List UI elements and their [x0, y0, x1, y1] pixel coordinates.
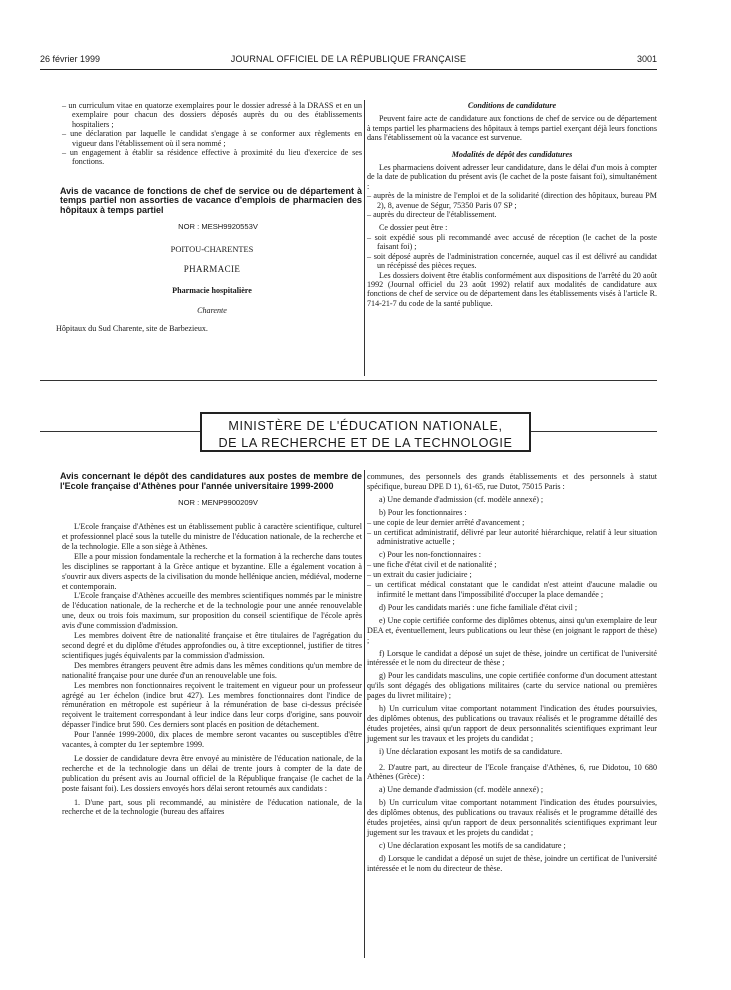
header-date: 26 février 1999 — [40, 54, 101, 64]
nor-reference: NOR : MENP9900209V — [178, 498, 258, 508]
paragraph: 1. D'une part, sous pli recommandé, au ministère de l'éducation nationale, de la recherche et de la technologie (bureau des affaires — [62, 797, 362, 817]
ministry-rule-right — [531, 431, 657, 432]
ministry-line-2: DE LA RECHERCHE ET DE LA TECHNOLOGIE — [218, 436, 513, 450]
paragraph: Des membres étrangers peuvent être admis dans les mêmes conditions qu'un membre de nationalité française pour une durée d'un an renouvelable une fois. — [62, 660, 362, 680]
dossier-intro: Ce dossier peut être : — [379, 223, 448, 233]
top-left-column — [56, 101, 362, 333]
bottom-right-column — [367, 472, 657, 874]
avis-title-pharmacie: Avis de vacance de fonctions de chef de service ou de département à temps partiel non assorties de vacance d'emplois de pharmacien des hôpitaux à temps partiel — [60, 185, 362, 216]
paragraph: d) Pour les candidats mariés : une fiche familiale d'état civil ; — [379, 602, 578, 612]
list-item: – un curriculum vitae en quatorze exemplaires pour le dossier adressé à la DRASS et en un exemplaire pour chacun des dossiers déposés auprès du ou des établissements hospitaliers ; — [62, 101, 362, 129]
nor-reference: NOR : MESH9920553V — [178, 221, 258, 231]
list-item: – une fiche d'état civil et de nationalité ; — [367, 560, 497, 570]
header-journal-title: JOURNAL OFFICIEL DE LA RÉPUBLIQUE FRANÇAISE — [230, 54, 467, 64]
modalites-heading: Modalités de dépôt des candidatures — [451, 149, 573, 159]
paragraph: c) Une déclaration exposant les motifs de sa candidature ; — [379, 840, 566, 850]
avis-title-athenes: Avis concernant le dépôt des candidatures aux postes de membre de l'Ecole française d'Athènes pour l'année universitaire 1999-2000 — [60, 471, 362, 491]
paragraph: b) Un curriculum vitae comportant notamment l'indication des études poursuivies, des diplômes obtenus, des publications ou travaux réalisés et le programme détaillé des études projetées, ainsi qu'un rapport de deux personnalités scientifiques exprimant leur jugement sur les travaux et les projets du candidat ; — [367, 798, 657, 837]
list-item: – soit déposé auprès de l'administration concernée, auquel cas il est délivré au candidat un récépissé des pièces reçues. — [367, 251, 657, 271]
paragraph: Les membres non fonctionnaires reçoivent le traitement en vigueur pour un professeur agrégé au 1er échelon (indice brut 427). Les membres fonctionnaires dont l'indice de rémunération en métropole est supérieur à la rémunération de base ci-dessus précisée reçoivent le traitement correspondant à leur indice dans leur corps d'origine, sans pouvoir dépasser l'indice brut 590. Ces derniers sont placés en position de détachement. — [62, 680, 362, 730]
paragraph: a) Une demande d'admission (cf. modèle annexé) ; — [379, 785, 544, 795]
paragraph: c) Pour les non-fonctionnaires : — [379, 550, 482, 560]
list-item: – auprès du directeur de l'établissement. — [367, 210, 497, 220]
hospital-line: Hôpitaux du Sud Charente, site de Barbezieux. — [56, 323, 208, 333]
list-item: – auprès de la ministre de l'emploi et de la solidarité (direction des hôpitaux, bureau PM 2), 8, avenue de Ségur, 75350 Paris 07 SP ; — [367, 191, 657, 210]
region-heading: POITOU-CHARENTES — [170, 245, 254, 255]
conditions-text: Peuvent faire acte de candidature aux fonctions de chef de service ou de département à temps partiel les pharmaciens des hôpitaux à temps partiel exerçant déjà leurs fonctions dans l'établissement où la vacance est survenue. — [367, 114, 657, 143]
department-heading: Charente — [197, 306, 227, 316]
list-item: – un extrait du casier judiciaire ; — [367, 570, 472, 580]
list-item: – soit expédié sous pli recommandé avec accusé de réception (le cachet de la poste faisant foi) ; — [367, 232, 657, 252]
paragraph: d) Lorsque le candidat a déposé un sujet de thèse, joindre un certificat de l'université intéressée et le nom du directeur de thèse. — [367, 853, 657, 873]
column-divider-top — [364, 100, 365, 376]
paragraph: g) Pour les candidats masculins, une copie certifiée conforme d'un document attestant qu'ils sont dégagés des obligations militaires (carte du service national ou premières pages du livret militaire) ; — [367, 671, 657, 701]
paragraph: L'Ecole française d'Athènes accueille des membres scientifiques nommés par le ministre de l'éducation nationale, de la recherche et de la technologie pour une année renouvelable une, deux ou trois fois maximum, sur proposition du conseil scientifique de l'école après avis d'une commission d'admission. — [62, 591, 362, 631]
modalites-text: Les pharmaciens doivent adresser leur candidature, dans le délai d'un mois à compter de la date de publication du présent avis (le cachet de la poste faisant foi), simultanément : — [367, 163, 657, 191]
top-right-column — [367, 101, 657, 308]
section-rule — [40, 380, 657, 381]
paragraph: e) Une copie certifiée conforme des diplômes obtenus, ainsi qu'un exemplaire de leur DEA et, éventuellement, leurs publications ou leur thèse (en joignant le rapport de thèse) ; — [367, 615, 657, 645]
list-item: – un certificat médical constatant que le candidat n'est atteint d'aucune maladie ou infirmité le mettant dans l'impossibilité d'occuper la place demandée ; — [367, 580, 657, 599]
list-item: – une déclaration par laquelle le candidat s'engage à se conformer aux règlements en vigueur dans l'établissement où il sera nommé ; — [62, 129, 362, 148]
paragraph: Pour l'année 1999-2000, dix places de membre seront vacantes ou susceptibles d'être vacantes, à compter du 1er septembre 1999. — [62, 730, 362, 750]
ministry-rule-left — [40, 431, 200, 432]
header-rule — [40, 69, 657, 70]
paragraph: a) Une demande d'admission (cf. modèle annexé) ; — [379, 494, 544, 504]
paragraph: Le dossier de candidature devra être envoyé au ministère de l'éducation nationale, de la recherche et de la technologie dans un délai de trente jours à compter de la date de publication du présent avis au Journal officiel de la République française (le cachet de la poste faisant foi). Les dossiers envoyés hors délai seront retournés aux candidats : — [62, 753, 362, 793]
ministry-line-1: MINISTÈRE DE L'ÉDUCATION NATIONALE, — [228, 419, 503, 433]
bottom-left-column — [62, 472, 362, 817]
final-paragraph: Les dossiers doivent être établis conformément aux dispositions de l'arrêté du 20 août 1992 (Journal officiel du 23 août 1992) relatif aux modalités de candidature aux fonctions de chef de service ou de département dans les établissements visés à l'article R. 714-21-7 du code de la santé publique. — [367, 270, 657, 308]
paragraph: L'Ecole française d'Athènes est un établissement public à caractère scientifique, culturel et professionnel placé sous la tutelle du ministre de l'éducation nationale, de la recherche et de la technologie. Elle a son siège à Athènes. — [62, 522, 362, 551]
paragraph: i) Une déclaration exposant les motifs de sa candidature. — [379, 746, 563, 756]
list-item: – une copie de leur dernier arrêté d'avancement ; — [367, 517, 525, 527]
paragraph: communes, des personnels des grands établissements et des personnels à statut spécifique, bureau DPE D 1), 61-65, rue Dutot, 75015 Paris : — [367, 472, 657, 491]
paragraph: Elle a pour mission fondamentale la recherche et la formation à la recherche dans toutes les disciplines se rapportant à la Grèce antique et byzantine. Elle a également vocation à s'ouvrir aux divers aspects de la civilisation du monde hellénique ancien, médiéval, moderne et contemporain. — [62, 551, 362, 591]
speciality-heading: PHARMACIE — [183, 264, 241, 275]
column-divider-bottom — [364, 470, 365, 958]
page-header — [40, 54, 657, 68]
paragraph: 2. D'autre part, au directeur de l'Ecole française d'Athènes, 6, rue Didotou, 10 680 Athènes (Grèce) : — [367, 762, 657, 782]
paragraph: Les membres doivent être de nationalité française et être titulaires de l'agrégation du second degré et du diplôme d'études approfondies ou, à titre exceptionnel, justifier de titres scientifiques jugés équivalents par la commission d'admission. — [62, 631, 362, 660]
paragraph: f) Lorsque le candidat a déposé un sujet de thèse, joindre un certificat de l'université intéressée et le nom du directeur de thèse ; — [367, 648, 657, 668]
header-page-number: 3001 — [636, 54, 657, 64]
paragraph: b) Pour les fonctionnaires : — [379, 507, 467, 517]
ministry-heading-box — [200, 412, 531, 452]
list-item: – un certificat administratif, délivré par leur autorité hiérarchique, relatif à leur situation administrative actuelle ; — [367, 527, 657, 547]
paragraph: h) Un curriculum vitae comportant notamment l'indication des études poursuivies, des diplômes obtenus, des publications ou travaux réalisés et le programme détaillé des études projetées, ainsi qu'un rapport de deux personnalités scientifiques exprimant leur jugement sur les travaux et les projets du candidat ; — [367, 704, 657, 743]
sub-speciality-heading: Pharmacie hospitalière — [172, 285, 252, 295]
list-item: – un engagement à établir sa résidence effective à proximité du lieu d'exercice de ses fonctions. — [62, 148, 362, 167]
conditions-heading: Conditions de candidature — [467, 101, 557, 110]
